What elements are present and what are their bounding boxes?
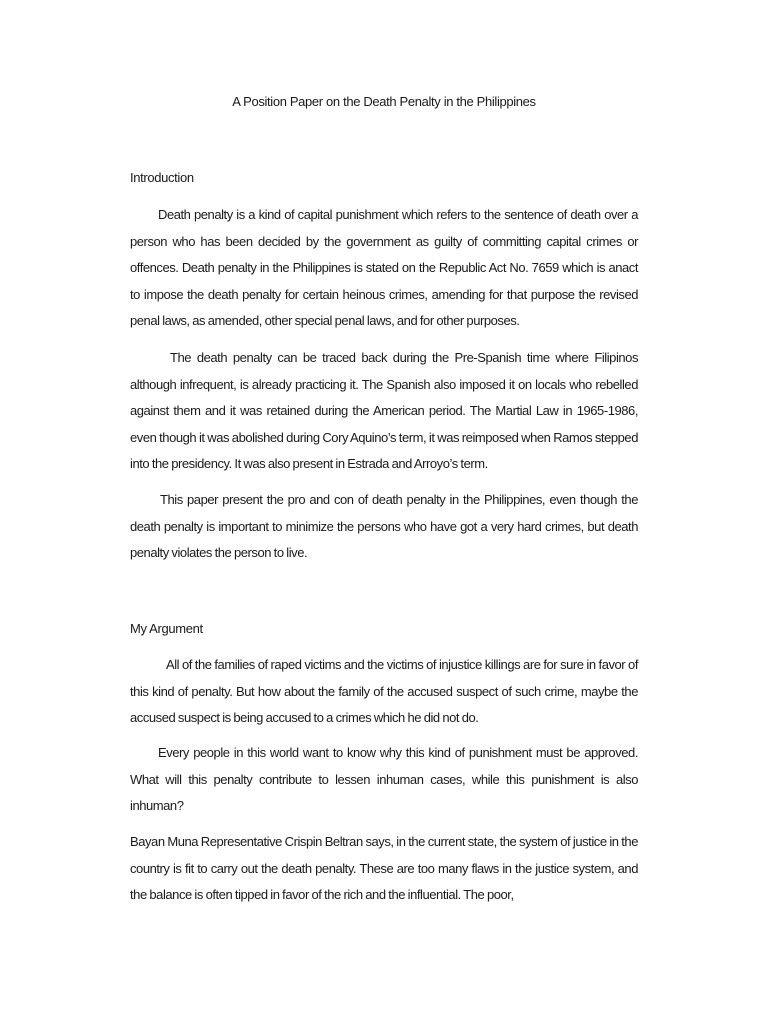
paragraph: Death penalty is a kind of capital punishment which refers to the sentence of death over a person who has been decided by the government as guilty of committing capital crimes or offences. Death penalty in the Philippines is stated on the Republic Act No. 7659 which is anact to impose the death penalty for certain heinous crimes, amending for that purpose the revised penal laws, as amended, other special penal laws, and for other purposes.	[130, 207, 638, 328]
section-heading-introduction: Introduction	[130, 170, 194, 185]
paragraph: Every people in this world want to know why this kind of punishment must be approved. What will this penalty contribute to lessen inhuman cases, while this punishment is also inhuman?	[130, 745, 638, 813]
paragraph: The death penalty can be traced back during the Pre-Spanish time where Filipinos although infrequent, is already practicing it. The Spanish also imposed it on locals who rebelled against them and it was retained during the American period. The Martial Law in 1965-1986, even though it was abolished during Cory Aquino’s term, it was reimposed when Ramos stepped into the presidency. It was also present in Estrada and Arroyo’s term.	[130, 350, 638, 471]
paragraph: All of the families of raped victims and the victims of injustice killings are for sure in favor of this kind of penalty. But how about the family of the accused suspect of such crime, maybe the accused suspect is being accused to a crimes which he did not do.	[130, 657, 638, 725]
document-title: A Position Paper on the Death Penalty in the Philippines	[232, 94, 536, 109]
section-heading-my-argument: My Argument	[130, 621, 203, 636]
paragraph: This paper present the pro and con of death penalty in the Philippines, even though the death penalty is important to minimize the persons who have got a very hard crimes, but death penalty violates the person to live.	[130, 492, 638, 560]
paragraph: Bayan Muna Representative Crispin Beltran says, in the current state, the system of justice in the country is fit to carry out the death penalty. These are too many flaws in the justice system, and the balance is often tipped in favor of the rich and the influential. The poor,	[130, 834, 638, 902]
